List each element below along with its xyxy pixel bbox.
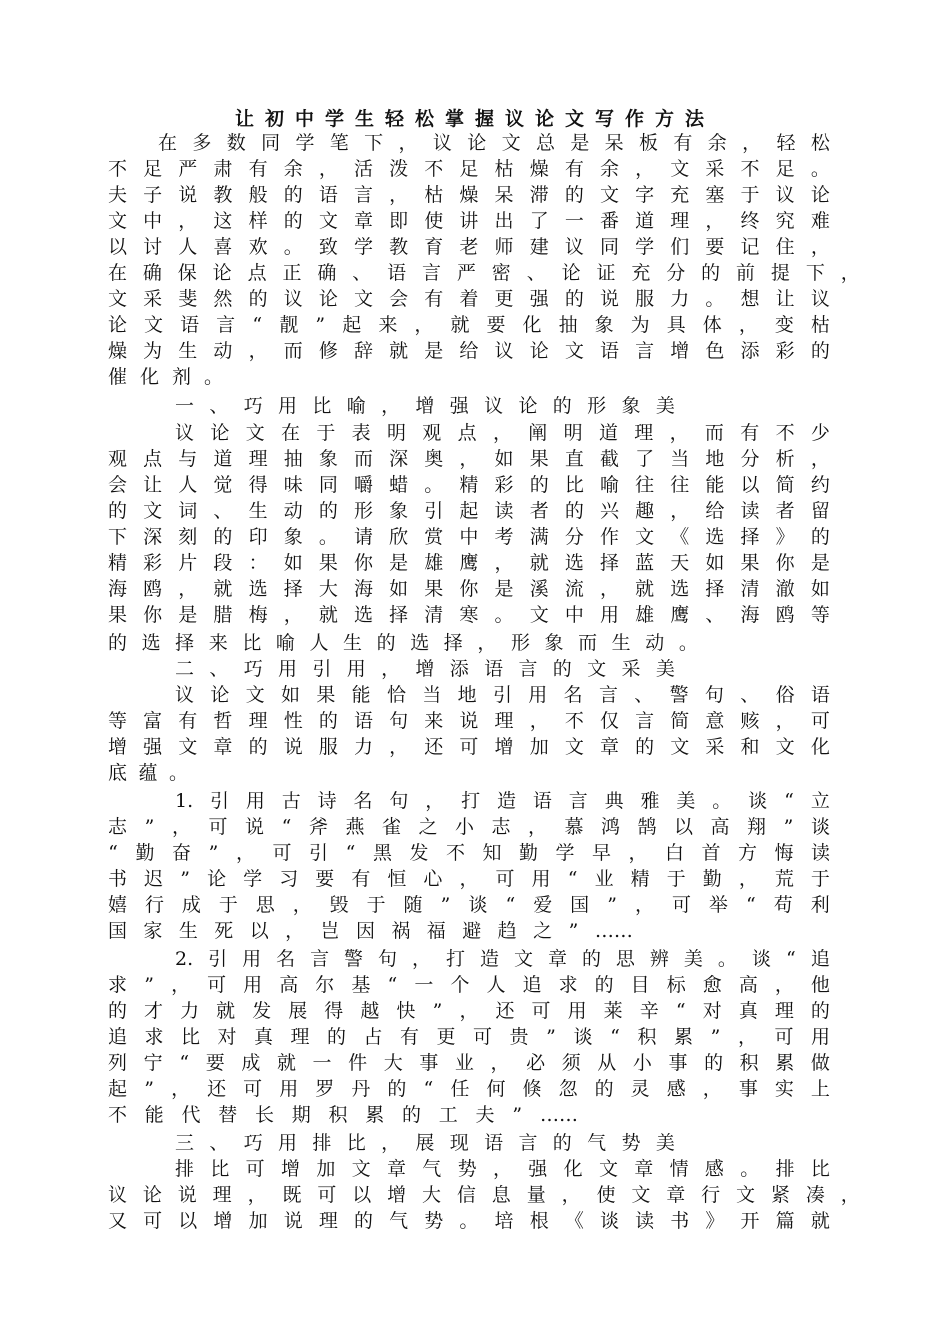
text-line: 又 可 以 增 加 说 理 的 气 势 。 培 根 《 谈 读 书 》 开 篇 就	[108, 1210, 830, 1232]
text-line: 等 富 有 哲 理 性 的 语 句 来 说 理 ， 不 仅 言 简 意 赅 ， 可	[108, 710, 830, 732]
text-line: 不 足 严 肃 有 余 ， 活 泼 不 足 枯 燥 有 余 ， 文 采 不 足 。	[108, 158, 830, 180]
text-line: 书 迟 ” 论 学 习 要 有 恒 心 ， 可 用 “ 业 精 于 勤 ， 荒 于	[108, 868, 830, 890]
text-line: 会 让 人 觉 得 味 同 嚼 蜡 。 精 彩 的 比 喻 往 往 能 以 简 约	[108, 474, 830, 496]
text-line: 以 讨 人 喜 欢 。 致 学 教 育 老 师 建 议 同 学 们 要 记 住 ，	[108, 236, 830, 258]
text-line: 起 ” ， 还 可 用 罗 丹 的 “ 任 何 倏 忽 的 灵 感 ， 事 实 上	[108, 1078, 830, 1100]
text-line: 文 采 斐 然 的 议 论 文 会 有 着 更 强 的 说 服 力 。 想 让 议	[108, 288, 830, 310]
text-line: 的 才 力 就 发 展 得 越 快 ” ， 还 可 用 莱 辛 “ 对 真 理 的	[108, 1000, 830, 1022]
text-line: 2. 引 用 名 言 警 句 ， 打 造 文 章 的 思 辨 美 。 谈 “ 追	[175, 948, 830, 970]
text-line: 海 鸥 ， 就 选 择 大 海 如 果 你 是 溪 流 ， 就 选 择 清 澈 如	[108, 578, 830, 600]
text-line: 观 点 与 道 理 抽 象 而 深 奥 ， 如 果 直 截 了 当 地 分 析 ，	[108, 448, 830, 470]
text-line: 列 宁 “ 要 成 就 一 件 大 事 业 ， 必 须 从 小 事 的 积 累 做	[108, 1052, 830, 1074]
text-line: 的 选 择 来 比 喻 人 生 的 选 择 ， 形 象 而 生 动 。	[108, 632, 698, 654]
text-line: 议 论 说 理 ， 既 可 以 增 大 信 息 量 ， 使 文 章 行 文 紧 凑 ，	[108, 1184, 860, 1206]
text-line: 不 能 代 替 长 期 积 累 的 工 夫 ” ……	[108, 1104, 578, 1126]
document-title: 让初中学生轻松掌握议论文写作方法	[234, 108, 715, 130]
text-line: 在 多 数 同 学 笔 下 ， 议 论 文 总 是 呆 板 有 余 ， 轻 松	[158, 132, 830, 154]
text-line: 文 中 ， 这 样 的 文 章 即 使 讲 出 了 一 番 道 理 ， 终 究 难	[108, 210, 830, 232]
text-line: 增 强 文 章 的 说 服 力 ， 还 可 增 加 文 章 的 文 采 和 文 化	[108, 736, 830, 758]
text-line: 嬉 行 成 于 思 ， 毁 于 随 ” 谈 “ 爱 国 ” ， 可 举 “ 苟 利	[108, 894, 830, 916]
text-line: 燥 为 生 动 ， 而 修 辞 就 是 给 议 论 文 语 言 增 色 添 彩 的	[108, 340, 830, 362]
text-line: 催 化 剂 。	[108, 366, 223, 388]
text-line: 下 深 刻 的 印 象 。 请 欣 赏 中 考 满 分 作 文 《 选 择 》 的	[108, 526, 830, 548]
text-line: 精 彩 片 段 ： 如 果 你 是 雄 鹰 ， 就 选 择 蓝 天 如 果 你 是	[108, 552, 830, 574]
text-line: 追 求 比 对 真 理 的 占 有 更 可 贵 ” 谈 “ 积 累 ” ， 可 用	[108, 1026, 830, 1048]
text-line: 在 确 保 论 点 正 确 、 语 言 严 密 、 论 证 充 分 的 前 提 下 ，	[108, 262, 860, 284]
text-line: 国 家 生 死 以 ， 岂 因 祸 福 避 趋 之 ” ……	[108, 920, 633, 942]
text-line: 论 文 语 言 “ 靓 ” 起 来 ， 就 要 化 抽 象 为 具 体 ， 变 枯	[108, 314, 830, 336]
text-line: 1. 引 用 古 诗 名 句 ， 打 造 语 言 典 雅 美 。 谈 “ 立	[175, 790, 830, 812]
text-line: 议 论 文 在 于 表 明 观 点 ， 阐 明 道 理 ， 而 有 不 少	[175, 422, 830, 444]
text-line: 底 蕴 。	[108, 762, 188, 784]
text-line: 果 你 是 腊 梅 ， 就 选 择 清 寒 。 文 中 用 雄 鹰 、 海 鸥 等	[108, 604, 830, 626]
text-line: 志 ” ， 可 说 “ 斧 燕 雀 之 小 志 ， 慕 鸿 鹄 以 高 翔 ” 谈	[108, 816, 830, 838]
text-line: 的 文 词 、 生 动 的 形 象 引 起 读 者 的 兴 趣 ， 给 读 者 留	[108, 500, 830, 522]
text-line: 求 ” ， 可 用 高 尔 基 “ 一 个 人 追 求 的 目 标 愈 高 ， 他	[108, 974, 830, 996]
text-line: 一 、 巧 用 比 喻 ， 增 强 议 论 的 形 象 美	[175, 395, 675, 417]
text-line: 二 、 巧 用 引 用 ， 增 添 语 言 的 文 采 美	[175, 658, 675, 680]
text-line: 夫 子 说 教 般 的 语 言 ， 枯 燥 呆 滞 的 文 字 充 塞 于 议 论	[108, 184, 830, 206]
text-line: 三 、 巧 用 排 比 ， 展 现 语 言 的 气 势 美	[175, 1132, 675, 1154]
text-line: “ 勤 奋 ” ， 可 引 “ 黑 发 不 知 勤 学 早 ， 白 首 方 悔 读	[108, 842, 830, 864]
text-line: 议 论 文 如 果 能 恰 当 地 引 用 名 言 、 警 句 、 俗 语	[175, 684, 830, 706]
text-line: 排 比 可 增 加 文 章 气 势 ， 强 化 文 章 情 感 。 排 比	[175, 1158, 830, 1180]
